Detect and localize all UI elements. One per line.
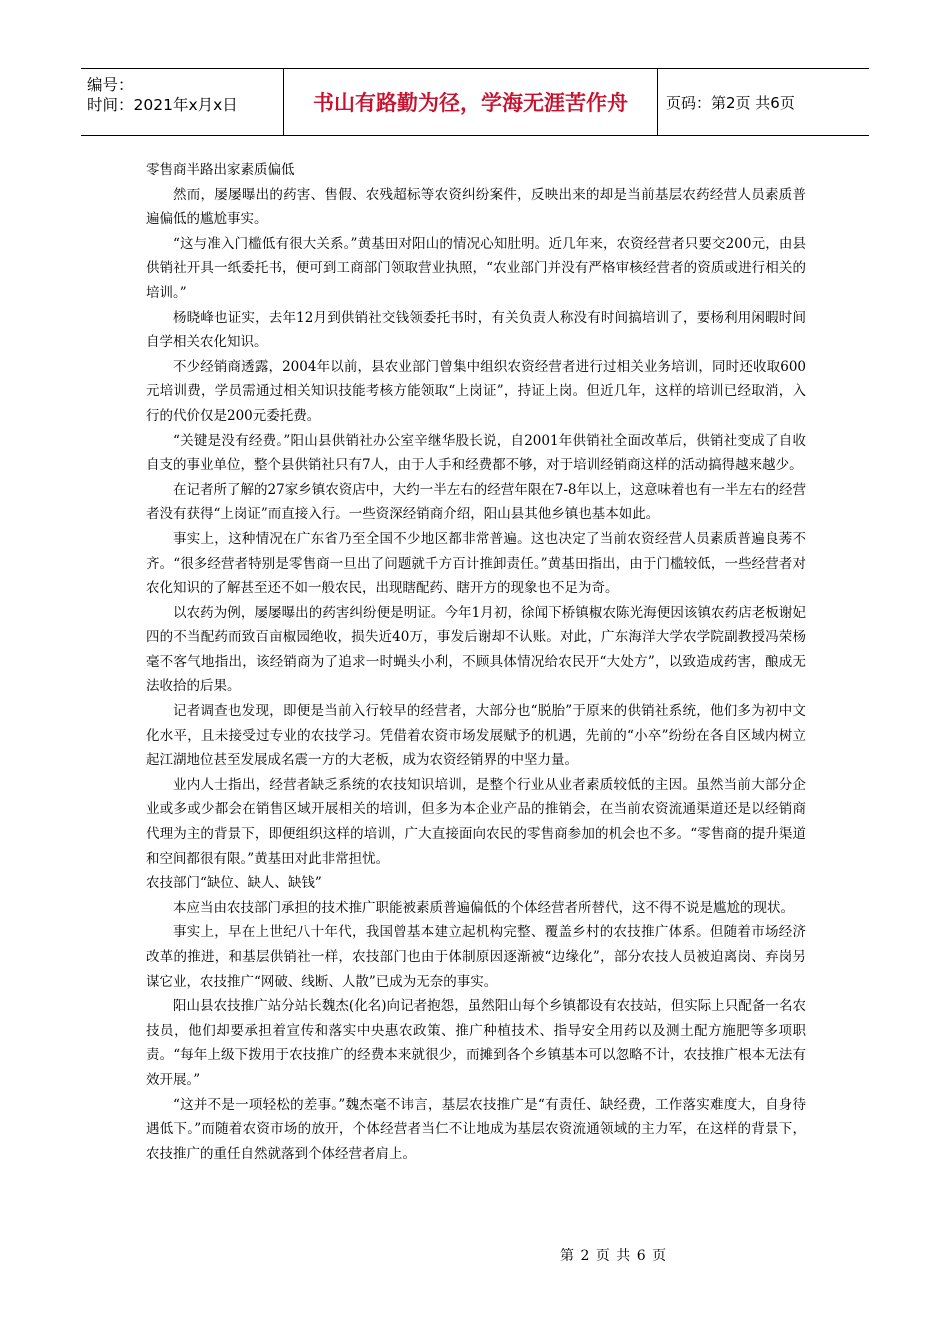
paragraph: 在记者所了解的27家乡镇农资店中，大约一半左右的经营年限在7-8年以上，这意味着也有一半左右的经营者没有获得“上岗证”而直接入行。一些资深经销商介绍，阳山县其他乡镇也基本如此。: [146, 481, 806, 523]
paragraph: 业内人士指出，经营者缺乏系统的农技知识培训，是整个行业从业者素质较低的主因。虽然当前大部分企业或多或少都会在销售区域开展相关的培训，但多为本企业产品的推销会，在当前农资流通渠道还是以经销商代理为主的背景下，即便组织这样的培训，广大直接面向农民的零售商参加的机会也不多。“零售商的提升渠道和空间都很有限。”黄基田对此非常担忧。: [146, 776, 806, 867]
section-heading: 零售商半路出家素质偏低: [146, 162, 295, 178]
paragraph: “这并不是一项轻松的差事。”魏杰毫不讳言，基层农技推广是“有责任、缺经费，工作落实难度大，自身待遇低下。”而随着农资市场的放开，个体经营者当仁不让地成为基层农资流通领域的主力军，在这样的背景下，农技推广的重任自然就落到个体经营者肩上。: [146, 1096, 806, 1162]
paragraph: 记者调查也发现，即便是当前入行较早的经营者，大部分也“脱胎”于原来的供销社系统，他们多为初中文化水平，且未接受过专业的农技学习。凭借着农资市场发展赋予的机遇，先前的“小卒”纷纷在各自区域内树立起江湖地位甚至发展成名震一方的大老板，成为农资经销界的中坚力量。: [146, 703, 806, 769]
date-label: 时间：2021年x月x日: [87, 96, 238, 114]
header-meta: [81, 69, 284, 135]
header-page-info: 页码：第2页 共6页: [666, 93, 795, 112]
paragraph: 事实上，早在上世纪八十年代，我国曾基本建立起机构完整、覆盖乡村的农技推广体系。但随着市场经济改革的推进，和基层供销社一样，农技部门也由于体制原因逐渐被“边缘化”，部分农技人员被迫离岗、弃岗另谋它业，农技推广“网破、线断、人散”已成为无奈的事实。: [146, 924, 806, 990]
paragraph: 然而，屡屡曝出的药害、售假、农残超标等农资纠纷案件，反映出来的却是当前基层农药经营人员素质普遍偏低的尴尬事实。: [146, 186, 806, 228]
document-body: [146, 158, 806, 1166]
paragraph: 阳山县农技推广站分站长魏杰(化名)向记者抱怨，虽然阳山每个乡镇都设有农技站，但实际上只配备一名农技员，他们却要承担着宣传和落实中央惠农政策、推广种植技术、指导安全用药以及测土配方施肥等多项职责。“每年上级下拨用于农技推广的经费本来就很少，而摊到各个乡镇基本可以忽略不计，农技推广根本无法有效开展。”: [146, 998, 806, 1088]
page-footer: 第 2 页 共 6 页: [560, 1248, 668, 1264]
paragraph: 杨晓峰也证实，去年12月到供销社交钱领委托书时，有关负责人称没有时间搞培训了，要杨利用闲暇时间自学相关农化知识。: [146, 309, 806, 351]
paragraph: 不少经销商透露，2004年以前，县农业部门曾集中组织农资经营者进行过相关业务培训，同时还收取600元培训费，学员需通过相关知识技能考核方能领取“上岗证”，持证上岗。但近几年，这样的培训已经取消，入行的代价仅是200元委托费。: [146, 358, 806, 424]
paragraph: “关键是没有经费。”阳山县供销社办公室辛继华股长说，自2001年供销社全面改革后，供销社变成了自收自支的事业单位，整个县供销社只有7人，由于人手和经费都不够，对于培训经销商这样的活动搞得越来越少。: [146, 432, 806, 474]
paragraph: 本应当由农技部门承担的技术推广职能被素质普遍偏低的个体经营者所替代，这不得不说是尴尬的现状。: [173, 899, 794, 916]
header-motto: 书山有路勤为径，学海无涯苦作舟: [284, 69, 658, 135]
code-label: 编号：: [87, 76, 134, 94]
section-heading: 农技部门“缺位、缺人、缺钱”: [146, 875, 322, 892]
paragraph: “这与准入门槛低有很大关系。”黄基田对阳山的情况心知肚明。近几年来，农资经营者只要交200元，由县供销社开具一纸委托书，便可到工商部门领取营业执照，“农业部门并没有严格审核经营者的资质或进行相关的培训。”: [146, 235, 806, 301]
paragraph: 事实上，这种情况在广东省乃至全国不少地区都非常普遍。这也决定了当前农资经营人员素质普遍良莠不齐。“很多经营者特别是零售商一旦出了问题就千方百计推卸责任。”黄基田指出，由于门槛较低，一些经营者对农化知识的了解甚至还不如一般农民，出现瞎配药、瞎开方的现象也不足为奇。: [146, 530, 806, 597]
paragraph: 以农药为例，屡屡曝出的药害纠纷便是明证。今年1月初，徐闻下桥镇椒农陈光海便因该镇农药店老板谢妃四的不当配药而致百亩椒园绝收，损失近40万，事发后谢却不认账。对此，广东海洋大学农学院副教授冯荣杨毫不客气地指出，该经销商为了追求一时蝇头小利，不顾具体情况给农民开“大处方”，以致造成药害，酿成无法收拾的后果。: [146, 604, 806, 695]
page-header: [81, 68, 869, 136]
